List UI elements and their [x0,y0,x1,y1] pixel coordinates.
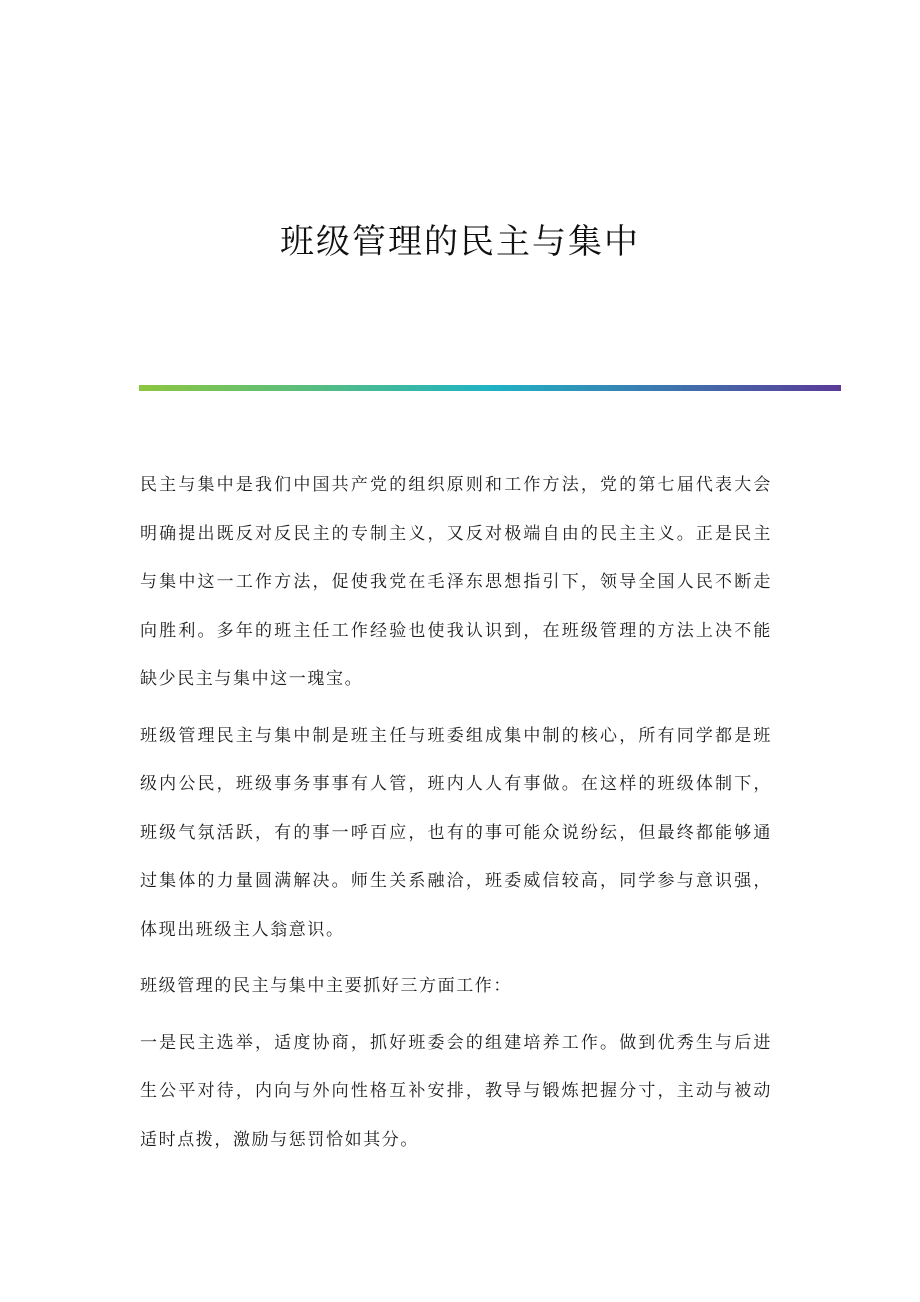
paragraph: 班级管理的民主与集中主要抓好三方面工作： [140,976,512,996]
body-text [140,461,772,1172]
paragraph: 民主与集中是我们中国共产党的组织原则和工作方法，党的第七届代表大会明确提出既反对反民主的专制主义，又反对极端自由的民主主义。正是民主与集中这一工作方法，促使我党在毛泽东思想指引下，领导全国人民不断走向胜利。多年的班主任工作经验也使我认识到，在班级管理的方法上决不能缺少民主与集中这一瑰宝。 [140,475,772,689]
paragraph: 班级管理民主与集中制是班主任与班委组成集中制的核心，所有同学都是班级内公民，班级事务事事有人管，班内人人有事做。在这样的班级体制下，班级气氛活跃，有的事一呼百应，也有的事可能众说纷纭，但最终都能够通过集体的力量圆满解决。师生关系融洽，班委威信较高，同学参与意识强，体现出班级主人翁意识。 [140,725,772,940]
paragraph: 一是民主选举，适度协商，抓好班委会的组建培养工作。做到优秀生与后进生公平对待，内向与外向性格互补安排，教导与锻炼把握分寸，主动与被动适时点拨，激励与惩罚恰如其分。 [140,1032,772,1150]
page-title: 班级管理的民主与集中 [280,222,640,262]
title-divider [139,385,841,391]
